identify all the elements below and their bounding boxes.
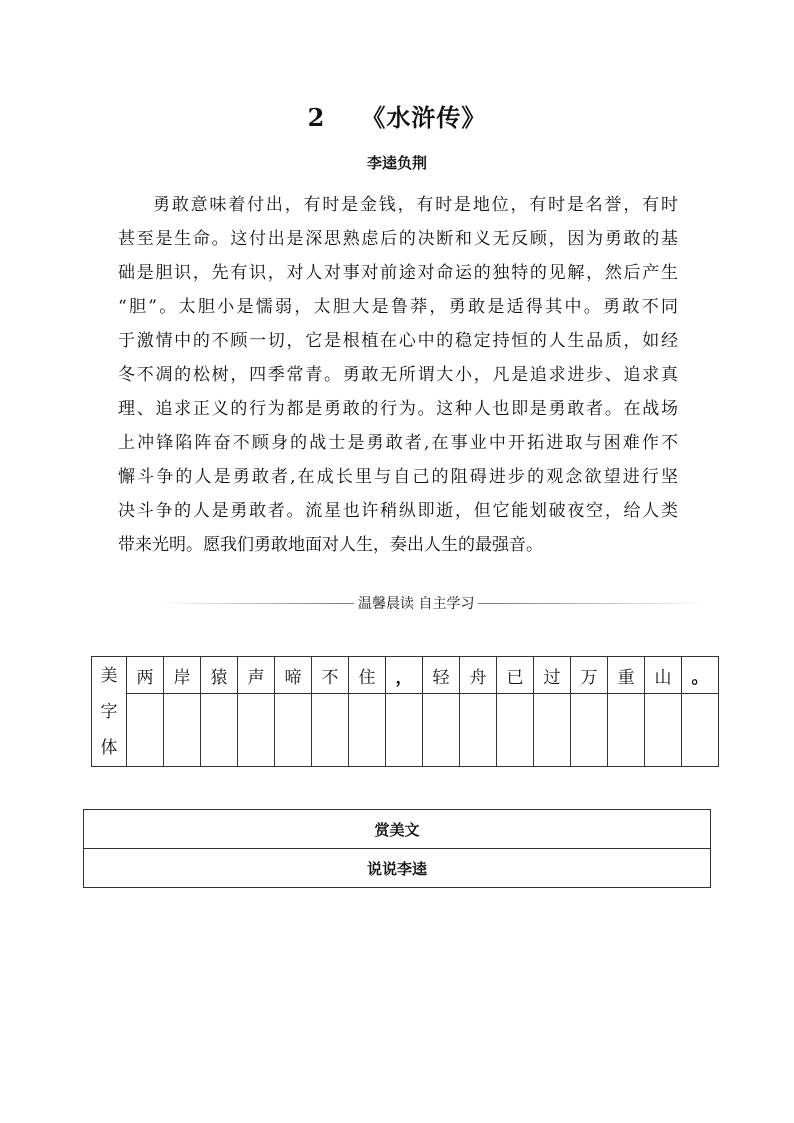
practice-cell[interactable] <box>349 694 386 767</box>
calligraphy-practice-grid <box>91 656 719 767</box>
lesson-number: 2 <box>307 103 326 132</box>
page-title <box>0 98 794 133</box>
calligraphy-header-cell <box>92 657 127 767</box>
calligraphy-header-char: 字 <box>100 701 118 722</box>
essay-subtitle: 李逵负荆 <box>366 154 427 172</box>
model-character: 过 <box>534 657 571 694</box>
practice-cell[interactable] <box>645 694 682 767</box>
essay-line: 甚至是生命。这付出是深思熟虑后的决断和义无反顾，因为勇敢的基 <box>118 229 678 249</box>
practice-cell[interactable] <box>608 694 645 767</box>
practice-cell[interactable] <box>275 694 312 767</box>
practice-cell[interactable] <box>423 694 460 767</box>
model-character: 山 <box>645 657 682 694</box>
practice-cell[interactable] <box>682 694 719 767</box>
divider-rule-left <box>158 603 354 604</box>
practice-cell[interactable] <box>201 694 238 767</box>
model-character: 岸 <box>164 657 201 694</box>
section-divider <box>158 592 710 614</box>
essay-line: 懈斗争的人是勇敢者,在成长里与自己的阻碍进步的观念欲望进行坚 <box>118 467 678 487</box>
calligraphy-header-char: 体 <box>100 737 118 758</box>
appreciation-heading: 赏美文 <box>84 810 711 849</box>
model-character: 已 <box>497 657 534 694</box>
model-character: 重 <box>608 657 645 694</box>
appreciation-topic: 说说李逵 <box>84 849 711 888</box>
essay-line: “胆”。太胆小是懦弱，太胆大是鲁莽，勇敢是适得其中。勇敢不同 <box>118 297 678 317</box>
model-character: 舟 <box>460 657 497 694</box>
calligraphy-character-row <box>92 657 719 694</box>
practice-cell[interactable] <box>312 694 349 767</box>
essay-line: 冬不凋的松树，四季常青。勇敢无所谓大小，凡是追求进步、追求真 <box>118 365 678 385</box>
model-character: ， <box>386 657 423 694</box>
model-character: 猿 <box>201 657 238 694</box>
practice-cell[interactable] <box>497 694 534 767</box>
practice-cell[interactable] <box>127 694 164 767</box>
essay-line: 勇敢意味着付出，有时是金钱，有时是地位，有时是名誉，有时 <box>153 195 678 215</box>
lesson-title: 《水浒传》 <box>361 103 487 132</box>
calligraphy-header-char: 美 <box>100 665 118 686</box>
essay-line: 于激情中的不顾一切，它是根植在心中的稳定持恒的人生品质，如经 <box>118 331 678 351</box>
model-character: 。 <box>682 657 719 694</box>
practice-cell[interactable] <box>386 694 423 767</box>
essay-line: 础是胆识，先有识，对人对事对前途对命运的独特的见解，然后产生 <box>118 263 678 283</box>
calligraphy-practice-row <box>92 694 719 767</box>
model-character: 声 <box>238 657 275 694</box>
divider-rule-right <box>478 603 710 604</box>
essay-line: 理、追求正义的行为都是勇敢的行为。这种人也即是勇敢者。在战场 <box>118 399 678 419</box>
model-character: 住 <box>349 657 386 694</box>
practice-cell[interactable] <box>164 694 201 767</box>
practice-cell[interactable] <box>460 694 497 767</box>
model-character: 不 <box>312 657 349 694</box>
essay-body <box>118 188 678 562</box>
practice-cell[interactable] <box>571 694 608 767</box>
appreciation-box <box>83 809 711 888</box>
practice-cell[interactable] <box>534 694 571 767</box>
essay-line: 上冲锋陷阵奋不顾身的战士是勇敢者,在事业中开拓进取与困难作不 <box>118 433 678 453</box>
essay-line: 决斗争的人是勇敢者。流星也许稍纵即逝，但它能划破夜空，给人类 <box>118 501 678 521</box>
section-divider-label: 温馨晨读 自主学习 <box>358 596 475 612</box>
essay-line: 带来光明。愿我们勇敢地面对人生，奏出人生的最强音。 <box>118 535 543 555</box>
model-character: 啼 <box>275 657 312 694</box>
model-character: 万 <box>571 657 608 694</box>
model-character: 两 <box>127 657 164 694</box>
model-character: 轻 <box>423 657 460 694</box>
practice-cell[interactable] <box>238 694 275 767</box>
